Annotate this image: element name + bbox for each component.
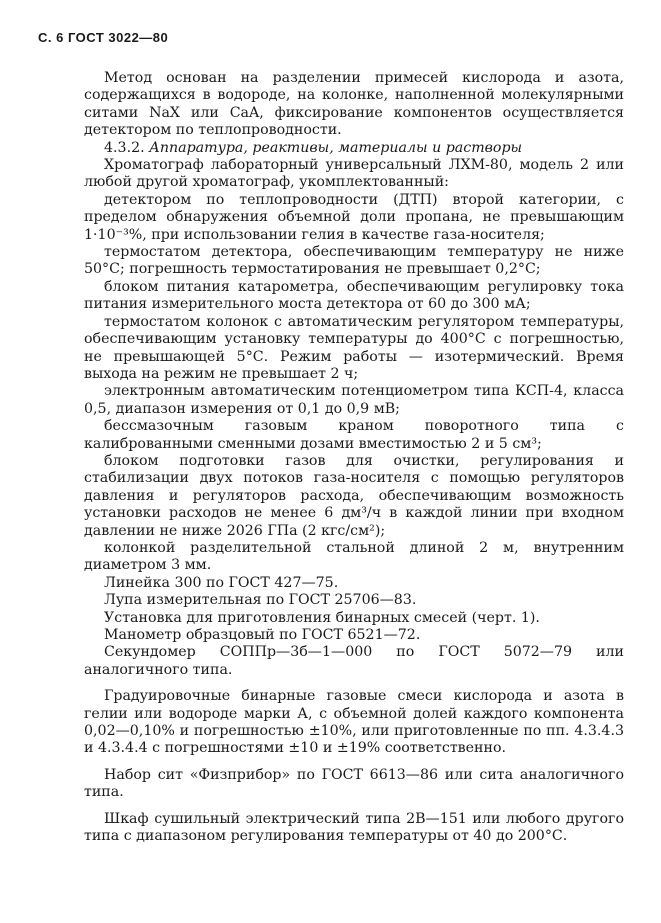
paragraph-power-unit: блоком питания катарометра, обеспечивающим регулировку тока питания измерительного моста детектора от 60 до 300 мА;	[84, 278, 624, 313]
paragraph-chromatograph: Хроматограф лабораторный универсальный ЛХМ-80, модель 2 или любой другой хроматограф, укомплектованный:	[84, 157, 624, 191]
paragraph-calibration-mixtures: Градуировочные бинарные газовые смеси кислорода и азота в гелии или водороде марки А, с объемной долей каждого компонента 0,02—0,10% и погрешностью ±10%, или приготовленные по пп. 4.3.4.3 и 4.3.4.4 с погрешностями ±10 и ±19% соответственно.	[84, 688, 624, 757]
paragraph-column: колонкой разделительной стальной длиной 2 м, внутренним диаметром 3 мм.	[84, 539, 624, 574]
paragraph-gas-valve: бессмазочным газовым краном поворотного типа с калиброванными сменными дозами вместимостью 2 и 5 см³;	[84, 418, 624, 452]
section-number: 4.3.2.	[104, 139, 145, 156]
paragraph-detector: детектором по теплопроводности (ДТП) второй категории, с пределом обнаружения объемной доли пропана, не превышающим 1·10⁻³%, при использовании гелия в качестве газа-носителя;	[84, 191, 624, 243]
paragraph-mixing-unit: Установка для приготовления бинарных смесей (черт. 1).	[104, 609, 540, 626]
page-header: С. 6 ГОСТ 3022—80	[38, 30, 169, 45]
paragraph-potentiometer: электронным автоматическим потенциометром типа КСП-4, класса 0,5, диапазон измерения от 0,1 до 0,9 мВ;	[84, 383, 624, 417]
paragraph-sieve-set: Набор сит «Физприбор» по ГОСТ 6613—86 или сита аналогичного типа.	[84, 766, 624, 801]
section-heading	[84, 140, 624, 157]
document-body	[84, 70, 624, 845]
paragraph-column-thermostat: термостатом колонок с автоматическим регулятором температуры, обеспечивающим установку температуры до 400°С с погрешностью, не превышающей 5°С. Режим работы — изотермический. Время выхода на режим не превышает 2 ч;	[84, 313, 624, 382]
paragraph-drying-oven: Шкаф сушильный электрический типа 2В—151 или любого другого типа с диапазоном регулирования температуры от 40 до 200°С.	[84, 810, 624, 845]
paragraph-manometer: Манометр образцовый по ГОСТ 6521—72.	[104, 627, 421, 643]
paragraph-ruler: Линейка 300 по ГОСТ 427—75.	[104, 574, 339, 591]
section-title: Аппаратура, реактивы, материалы и растворы	[149, 139, 523, 156]
paragraph-magnifier: Лупа измерительная по ГОСТ 25706—83.	[104, 592, 417, 609]
paragraph-method: Метод основан на разделении примесей кислорода и азота, содержащихся в водороде, на колонке, наполненной молекулярными ситами NaX или CaA, фиксирование компонентов осуществляется детектором по теплопроводности.	[84, 70, 624, 139]
paragraph-gas-prep-unit: блоком подготовки газов для очистки, регулирования и стабилизации двух потоков газа-носителя с помощью регуляторов давления и регуляторов расхода, обеспечивающим возможность установки расходов не менее 6 дм³/ч в каждой линии при входном давлении не ниже 2026 ГПа (2 кгс/см²);	[84, 452, 624, 539]
paragraph-detector-thermostat: термостатом детектора, обеспечивающим температуру не ниже 50°С; погрешность термостатирования не превышает 0,2°С;	[84, 244, 624, 278]
paragraph-stopwatch: Секундомер СОППр—3б—1—000 по ГОСТ 5072—79 или аналогичного типа.	[84, 644, 624, 678]
